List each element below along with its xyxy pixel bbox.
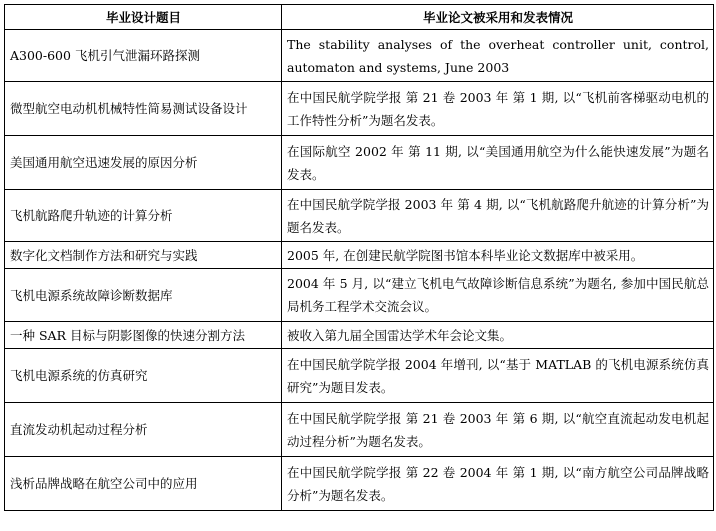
thesis-title-cell: 微型航空电动机机械特性简易测试设备设计: [5, 82, 282, 136]
thesis-title-cell: 直流发动机起动过程分析: [5, 403, 282, 457]
thesis-title-cell: 飞机电源系统的仿真研究: [5, 349, 282, 403]
thesis-title-cell: 飞机航路爬升轨迹的计算分析: [5, 190, 282, 242]
thesis-title-cell: A300-600 飞机引气泄漏环路探测: [5, 30, 282, 82]
publication-cell: 在中国民航学院学报 2004 年增刊, 以“基于 MATLAB 的飞机电源系统仿真研究”为题目发表。: [282, 349, 714, 403]
table-row: [5, 82, 714, 136]
table-row: [5, 349, 714, 403]
thesis-title-cell: 浅析品牌战略在航空公司中的应用: [5, 457, 282, 511]
thesis-title-cell: 飞机电源系统故障诊断数据库: [5, 269, 282, 322]
table-row: [5, 269, 714, 322]
table-row: [5, 136, 714, 190]
publication-cell: 被收入第九届全国雷达学术年会论文集。: [282, 322, 714, 349]
table-row: [5, 457, 714, 511]
publication-cell: 2004 年 5 月, 以“建立飞机电气故障诊断信息系统”为题名, 参加中国民航总局机务工程学术交流会议。: [282, 269, 714, 322]
table-row: [5, 30, 714, 82]
publication-table: [4, 4, 714, 511]
table-row: [5, 190, 714, 242]
thesis-title-cell: 美国通用航空迅速发展的原因分析: [5, 136, 282, 190]
publication-cell: 在中国民航学院学报 第 22 卷 2004 年 第 1 期, 以“南方航空公司品牌战略分析”为题名发表。: [282, 457, 714, 511]
column-header-title: 毕业设计题目: [5, 5, 282, 30]
table-row: [5, 242, 714, 269]
publication-cell: 在国际航空 2002 年 第 11 期, 以“美国通用航空为什么能快速发展”为题名发表。: [282, 136, 714, 190]
publication-cell: 在中国民航学院学报 第 21 卷 2003 年 第 1 期, 以“飞机前客梯驱动电机的工作特性分析”为题名发表。: [282, 82, 714, 136]
publication-cell: 2005 年, 在创建民航学院图书馆本科毕业论文数据库中被采用。: [282, 242, 714, 269]
publication-cell: 在中国民航学院学报 第 21 卷 2003 年 第 6 期, 以“航空直流起动发电机起动过程分析”为题名发表。: [282, 403, 714, 457]
table-row: [5, 403, 714, 457]
column-header-result: 毕业论文被采用和发表情况: [282, 5, 714, 30]
thesis-title-cell: 数字化文档制作方法和研究与实践: [5, 242, 282, 269]
table-header-row: [5, 5, 714, 30]
thesis-title-cell: 一种 SAR 目标与阴影图像的快速分割方法: [5, 322, 282, 349]
publication-cell: The stability analyses of the overheat controller unit, control, automaton and systems, June 2003: [282, 30, 714, 82]
table-row: [5, 322, 714, 349]
publication-cell: 在中国民航学院学报 2003 年 第 4 期, 以“飞机航路爬升航迹的计算分析”为题名发表。: [282, 190, 714, 242]
